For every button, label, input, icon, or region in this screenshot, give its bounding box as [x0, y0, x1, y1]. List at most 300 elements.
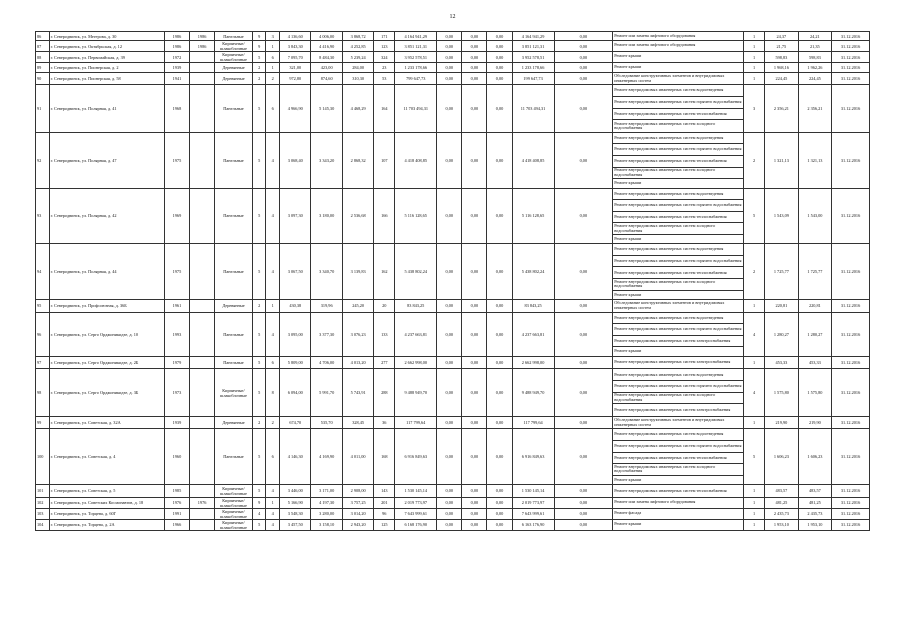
cell-cost-federal: 0,00: [437, 85, 462, 132]
cell-entrances: 6: [266, 52, 280, 63]
cell-cost-other: 0,00: [554, 52, 613, 63]
work-types-cell: [613, 72, 744, 85]
cell-work-count: 2: [744, 244, 765, 300]
cell-cost-federal: 0,00: [437, 519, 462, 530]
cell-year-built: 1941: [164, 72, 189, 85]
cell-cost-other: 0,00: [554, 72, 613, 85]
cell-cost-local: 0,00: [487, 72, 512, 85]
cell-deadline: 31.12.2016: [832, 300, 870, 313]
work-item: Ремонт внутридомовых инженерных систем горячего водоснабжения: [613, 256, 743, 268]
work-item: Ремонт внутридомовых инженерных систем теплоснабжения: [613, 156, 743, 168]
cell-cost-owners: 4 237 663,81: [512, 312, 554, 356]
cell-wall-material: Деревянные: [215, 63, 253, 72]
cell-cost-local: 0,00: [487, 519, 512, 530]
cell-cost-per-m2: 481,25: [765, 497, 799, 508]
work-item: Ремонт внутридомовых инженерных систем электроснабжения: [613, 336, 743, 348]
table-row: [36, 300, 870, 313]
cell-entrances: 1: [266, 300, 280, 313]
cell-wall-material: Кирпичные/ шлакоблочные: [215, 497, 253, 508]
cell-limit-per-m2: 1 953,10: [798, 519, 832, 530]
cell-deadline: 31.12.2016: [832, 369, 870, 416]
work-item: Ремонт внутридомовых инженерных систем теплоснабжения: [614, 487, 727, 493]
cell-cost-owners: 3 952 578,51: [512, 52, 554, 63]
cell-limit-per-m2: 483,57: [798, 485, 832, 498]
cell-year-built: 1976: [164, 497, 189, 508]
cell-cost-federal: 0,00: [437, 132, 462, 188]
work-item: Ремонт внутридомовых инженерных систем горячего водоснабжения: [613, 441, 743, 453]
cell-deadline: 31.12.2016: [832, 497, 870, 508]
cell-cost-local: 0,00: [487, 497, 512, 508]
cell-cost-federal: 0,00: [437, 312, 462, 356]
cell-work-count: 1: [744, 356, 765, 369]
cell-wall-material: Панельные: [215, 32, 253, 41]
cell-row-number: 87: [36, 41, 50, 52]
cell-year-commissioned: 1986: [190, 32, 215, 41]
cell-area-total: 674,70: [280, 416, 311, 429]
cell-year-built: 1975: [164, 132, 189, 188]
cell-residents: 123: [374, 41, 395, 52]
cell-address: г. Северодвинск, ул. Полярная, д. 41: [49, 85, 164, 132]
cell-entrances: 8: [266, 369, 280, 416]
cell-residents: 201: [374, 497, 395, 508]
cell-cost-regional: 0,00: [462, 188, 487, 244]
cell-cost-other: 0,00: [554, 32, 613, 41]
cell-row-number: 95: [36, 300, 50, 313]
cell-year-built: 1993: [164, 312, 189, 356]
cell-cost-local: 0,00: [487, 416, 512, 429]
cell-row-number: 100: [36, 429, 50, 485]
cell-floors: 5: [252, 188, 266, 244]
cell-wall-material: Кирпичные/ шлакоблочные: [215, 369, 253, 416]
cell-wall-material: Кирпичные/ шлакоблочные: [215, 485, 253, 498]
cell-address: г. Северодвинск, ул. Советская, д. 32А: [49, 416, 164, 429]
cell-area-total: 4 146,30: [280, 429, 311, 485]
cell-year-built: 1973: [164, 369, 189, 416]
cell-entrances: 2: [266, 72, 280, 85]
cell-cost-owners: 6 916 849,63: [512, 429, 554, 485]
cell-cost-owners: 5 438 802,24: [512, 244, 554, 300]
cell-area-total: 3 067,50: [280, 244, 311, 300]
cell-cost-regional: 0,00: [462, 369, 487, 416]
cell-address: г. Северодвинск, ул. Серго Орджоникидзе, д. 2Б: [49, 356, 164, 369]
cell-year-built: 1939: [164, 416, 189, 429]
cell-row-number: 94: [36, 244, 50, 300]
cell-residents: 171: [374, 32, 395, 41]
cell-residents: 324: [374, 52, 395, 63]
cell-floors: 9: [252, 32, 266, 41]
cell-work-count: 1: [744, 300, 765, 313]
cell-residents: 143: [374, 485, 395, 498]
cell-row-number: 86: [36, 32, 50, 41]
cell-cost-per-m2: 1 543,09: [765, 188, 799, 244]
cell-cost-federal: 0,00: [437, 32, 462, 41]
work-item: Ремонт внутридомовых инженерных систем горячего водоснабжения: [613, 200, 743, 212]
cell-area-living: 874,60: [311, 72, 342, 85]
cell-area-total: 3 095,00: [280, 312, 311, 356]
cell-cost-total: 3 851 121,31: [395, 41, 437, 52]
cell-cost-regional: 0,00: [462, 429, 487, 485]
cell-year-built: 1966: [164, 519, 189, 530]
cell-cost-total: 1 530 145,14: [395, 485, 437, 498]
work-item: Ремонт фасада: [614, 509, 642, 515]
cell-address: г. Северодвинск, ул. Октябрьская, д. 12: [49, 41, 164, 52]
cell-work-count: 3: [744, 85, 765, 132]
cell-cost-federal: 0,00: [437, 356, 462, 369]
work-types-cell: [613, 312, 744, 356]
cell-area-total: 3 843,30: [280, 41, 311, 52]
cell-floors: 5: [252, 312, 266, 356]
cell-year-commissioned: [190, 85, 215, 132]
cell-cost-owners: 2 662 998,00: [512, 356, 554, 369]
table-row: [36, 369, 870, 416]
cell-cost-federal: 0,00: [437, 63, 462, 72]
cell-work-count: 1: [744, 52, 765, 63]
work-types-cell: [613, 356, 744, 369]
cell-area-living: 423,00: [311, 63, 342, 72]
cell-year-commissioned: [190, 300, 215, 313]
table-row: [36, 416, 870, 429]
cell-cost-owners: 6 163 176,90: [512, 519, 554, 530]
work-item: Ремонт внутридомовых инженерных систем водоотведения: [613, 313, 743, 325]
cell-cost-regional: 0,00: [462, 63, 487, 72]
work-item: Ремонт или замена лифтового оборудования: [614, 42, 696, 48]
cell-cost-total: 117 799,64: [395, 416, 437, 429]
work-item: Ремонт внутридомовых инженерных систем теплоснабжения: [613, 267, 743, 279]
cell-entrances: 2: [266, 416, 280, 429]
cell-entrances: 4: [266, 485, 280, 498]
cell-work-count: 4: [744, 369, 765, 416]
cell-cost-federal: 0,00: [437, 508, 462, 519]
table-row: [36, 63, 870, 72]
cell-cost-total: 6 916 849,63: [395, 429, 437, 485]
cell-row-number: 103: [36, 508, 50, 519]
cell-wall-material: Панельные: [215, 356, 253, 369]
cell-floors: 4: [252, 508, 266, 519]
cell-year-built: 1961: [164, 300, 189, 313]
cell-area-living: 3 180,00: [311, 188, 342, 244]
cell-cost-federal: 0,00: [437, 244, 462, 300]
work-types-cell: [613, 244, 744, 300]
work-item: Ремонт или замена лифтового оборудования: [614, 32, 696, 38]
cell-cost-per-m2: 21,75: [765, 41, 799, 52]
work-item: Ремонт внутридомовых инженерных систем электроснабжения: [614, 359, 731, 365]
cell-cost-owners: 3 851 121,31: [512, 41, 554, 52]
cell-area-living: 4 197,30: [311, 497, 342, 508]
cell-cost-per-m2: 1 280,27: [765, 312, 799, 356]
cell-year-commissioned: [190, 508, 215, 519]
cell-entrances: 4: [266, 508, 280, 519]
work-types-cell: [613, 300, 744, 313]
cell-floors: 2: [252, 72, 266, 85]
cell-cost-other: 0,00: [554, 485, 613, 498]
work-item: Ремонт внутридомовых инженерных систем водоотведения: [613, 85, 743, 97]
cell-area-living: 3 340,70: [311, 244, 342, 300]
cell-deadline: 31.12.2016: [832, 244, 870, 300]
cell-area-total: 6 094,00: [280, 369, 311, 416]
cell-year-commissioned: [190, 63, 215, 72]
cell-cost-per-m2: 24,37: [765, 32, 799, 41]
cell-deadline: 31.12.2016: [832, 416, 870, 429]
work-item: Ремонт крыши: [614, 180, 642, 186]
cell-cost-local: 0,00: [487, 132, 512, 188]
cell-deadline: 31.12.2016: [832, 356, 870, 369]
cell-cost-owners: 9 488 949,70: [512, 369, 554, 416]
cell-area-other: 310,30: [342, 72, 373, 85]
table-row: [36, 485, 870, 498]
cell-cost-total: 2 662 998,00: [395, 356, 437, 369]
cell-address: г. Северодвинск, ул. Мегерова, д. 30: [49, 32, 164, 41]
cell-area-living: 4 006,00: [311, 32, 342, 41]
cell-cost-owners: 1 530 145,14: [512, 485, 554, 498]
table-row: [36, 188, 870, 244]
cell-cost-local: 0,00: [487, 41, 512, 52]
work-item: Ремонт внутридомовых инженерных систем холодного водоснабжения: [613, 393, 743, 405]
cell-cost-regional: 0,00: [462, 312, 487, 356]
cell-limit-per-m2: 453,33: [798, 356, 832, 369]
cell-cost-owners: 2 019 773,97: [512, 497, 554, 508]
cell-year-built: 1975: [164, 244, 189, 300]
cell-cost-per-m2: 2 356,21: [765, 85, 799, 132]
cell-cost-other: 0,00: [554, 41, 613, 52]
cell-area-other: 3 014,20: [342, 508, 373, 519]
cell-work-count: 1: [744, 41, 765, 52]
cell-wall-material: Деревянные: [215, 300, 253, 313]
cell-cost-federal: 0,00: [437, 300, 462, 313]
cell-cost-total: 9 488 949,70: [395, 369, 437, 416]
cell-cost-other: 0,00: [554, 508, 613, 519]
work-types-cell: [613, 508, 744, 519]
cell-area-other: 5 239,24: [342, 52, 373, 63]
cell-address: г. Северодвинск, ул. Профсоюзная, д. 36Б: [49, 300, 164, 313]
work-item: Обследование конструктивных элементов и внутридомовых инженерных систем: [614, 417, 725, 427]
cell-cost-regional: 0,00: [462, 132, 487, 188]
cell-year-built: 1985: [164, 485, 189, 498]
cell-work-count: 1: [744, 508, 765, 519]
cell-area-other: 2 536,68: [342, 188, 373, 244]
cell-wall-material: Панельные: [215, 429, 253, 485]
cell-floors: 5: [252, 52, 266, 63]
work-item: Ремонт крыши: [614, 476, 642, 482]
cell-area-other: 5 743,91: [342, 369, 373, 416]
cell-year-commissioned: [190, 429, 215, 485]
cell-residents: 277: [374, 356, 395, 369]
cell-area-living: 5 991,70: [311, 369, 342, 416]
cell-cost-per-m2: 1 725,77: [765, 244, 799, 300]
cell-floors: 5: [252, 132, 266, 188]
cell-wall-material: Кирпичные/ шлакоблочные: [215, 508, 253, 519]
work-item: Ремонт внутридомовых инженерных систем теплоснабжения: [613, 109, 743, 121]
cell-year-built: 1986: [164, 32, 189, 41]
cell-year-commissioned: [190, 132, 215, 188]
cell-cost-federal: 0,00: [437, 188, 462, 244]
cell-residents: 164: [374, 85, 395, 132]
cell-floors: 5: [252, 485, 266, 498]
table-row: [36, 312, 870, 356]
cell-limit-per-m2: 481,25: [798, 497, 832, 508]
work-item: Ремонт внутридомовых инженерных систем водоотведения: [613, 244, 743, 256]
cell-address: г. Северодвинск, ул. Серго Орджоникидзе, д. 3Б: [49, 369, 164, 416]
table-row: [36, 497, 870, 508]
cell-year-commissioned: [190, 312, 215, 356]
cell-work-count: 1: [744, 32, 765, 41]
cell-cost-local: 0,00: [487, 63, 512, 72]
work-item: Ремонт внутридомовых инженерных систем электроснабжения: [614, 406, 731, 412]
cell-address: г. Северодвинск, ул. Полярная, д. 47: [49, 132, 164, 188]
work-item: Ремонт крыши: [614, 520, 642, 526]
cell-entrances: 1: [266, 41, 280, 52]
cell-area-other: 4 013,20: [342, 356, 373, 369]
cell-floors: 5: [252, 85, 266, 132]
cell-entrances: 4: [266, 312, 280, 356]
cell-cost-other: 0,00: [554, 132, 613, 188]
cell-deadline: 31.12.2016: [832, 508, 870, 519]
cell-row-number: 98: [36, 369, 50, 416]
cell-residents: 125: [374, 519, 395, 530]
table-body: [36, 32, 870, 531]
cell-cost-local: 0,00: [487, 508, 512, 519]
work-item: Ремонт внутридомовых инженерных систем холодного водоснабжения: [614, 120, 716, 130]
cell-address: г. Северодвинск, ул. Торцева, д. 2А: [49, 519, 164, 530]
cell-area-other: 3 076,23: [342, 312, 373, 356]
work-item: Ремонт крыши: [614, 348, 642, 354]
cell-cost-owners: 7 643 999,61: [512, 508, 554, 519]
work-types-cell: [613, 132, 744, 188]
cell-work-count: 4: [744, 312, 765, 356]
cell-cost-local: 0,00: [487, 52, 512, 63]
work-types-cell: [613, 41, 744, 52]
cell-area-other: 3 868,72: [342, 32, 373, 41]
table-row: [36, 132, 870, 188]
capital-repair-table-sheet: [35, 31, 870, 531]
cell-row-number: 96: [36, 312, 50, 356]
cell-deadline: 31.12.2016: [832, 85, 870, 132]
work-types-cell: [613, 369, 744, 416]
cell-cost-owners: 83 843,25: [512, 300, 554, 313]
cell-cost-total: 6 168 176,90: [395, 519, 437, 530]
cell-year-built: 1979: [164, 356, 189, 369]
work-types-cell: [613, 52, 744, 63]
cell-cost-per-m2: 1 606,23: [765, 429, 799, 485]
cell-cost-per-m2: 2 435,73: [765, 508, 799, 519]
cell-area-other: 4 252,85: [342, 41, 373, 52]
cell-deadline: 31.12.2016: [832, 132, 870, 188]
cell-year-commissioned: [190, 485, 215, 498]
cell-floors: 2: [252, 416, 266, 429]
cell-year-commissioned: [190, 188, 215, 244]
cell-area-other: 2 943,20: [342, 519, 373, 530]
cell-floors: 5: [252, 244, 266, 300]
work-types-cell: [613, 32, 744, 41]
cell-cost-total: 4 164 941,29: [395, 32, 437, 41]
cell-wall-material: Кирпичные/ шлакоблочные: [215, 519, 253, 530]
work-item: Ремонт внутридомовых инженерных систем холодного водоснабжения: [613, 223, 743, 235]
cell-work-count: 5: [744, 429, 765, 485]
cell-area-total: 5 809,00: [280, 356, 311, 369]
work-item: Ремонт внутридомовых инженерных систем водоотведения: [613, 429, 743, 441]
cell-cost-local: 0,00: [487, 188, 512, 244]
cell-area-total: 3 457,50: [280, 519, 311, 530]
work-types-cell: [613, 188, 744, 244]
cell-address: г. Северодвинск, ул. Торцева, д. 60Г: [49, 508, 164, 519]
cell-work-count: 1: [744, 485, 765, 498]
cell-cost-other: 0,00: [554, 416, 613, 429]
cell-cost-total: 5 438 802,24: [395, 244, 437, 300]
work-types-cell: [613, 485, 744, 498]
cell-cost-local: 0,00: [487, 356, 512, 369]
cell-entrances: 1: [266, 63, 280, 72]
cell-address: г. Северодвинск, ул. Полярная, д. 44: [49, 244, 164, 300]
cell-cost-other: 0,00: [554, 188, 613, 244]
cell-work-count: 1: [744, 72, 765, 85]
cell-residents: 53: [374, 72, 395, 85]
table-row: [36, 32, 870, 41]
cell-floors: 5: [252, 356, 266, 369]
work-item: Ремонт внутридомовых инженерных систем горячего водоснабжения: [613, 381, 743, 393]
cell-limit-per-m2: 2 435,73: [798, 508, 832, 519]
cell-cost-local: 0,00: [487, 244, 512, 300]
cell-address: г. Северодвинск, ул. Первомайская, д. 39: [49, 52, 164, 63]
cell-year-commissioned: [190, 369, 215, 416]
work-item: Ремонт внутридомовых инженерных систем горячего водоснабжения: [613, 324, 743, 336]
cell-area-total: 3 446,00: [280, 485, 311, 498]
cell-entrances: 4: [266, 188, 280, 244]
cell-cost-total: 4 418 408,85: [395, 132, 437, 188]
cell-floors: 5: [252, 519, 266, 530]
cell-cost-per-m2: 1 321,13: [765, 132, 799, 188]
work-item: Ремонт внутридомовых инженерных систем водоотведения: [613, 133, 743, 145]
cell-cost-regional: 0,00: [462, 356, 487, 369]
cell-year-commissioned: [190, 356, 215, 369]
cell-cost-total: 7 643 999,61: [395, 508, 437, 519]
cell-address: г. Северодвинск, ул. Пионерская, д. 2: [49, 63, 164, 72]
cell-wall-material: Кирпичные/ шлакоблочные: [215, 52, 253, 63]
cell-area-living: 3 280,00: [311, 508, 342, 519]
cell-cost-regional: 0,00: [462, 519, 487, 530]
work-item: Обследование конструктивных элементов и внутридомовых инженерных систем: [614, 300, 725, 310]
work-item: Ремонт внутридомовых инженерных систем теплоснабжения: [613, 212, 743, 224]
page-number: 12: [449, 14, 456, 20]
cell-limit-per-m2: 21,35: [798, 41, 832, 52]
cell-year-built: 1939: [164, 63, 189, 72]
cell-residents: 23: [374, 63, 395, 72]
work-item: Ремонт внутридомовых инженерных систем холодного водоснабжения: [613, 279, 743, 291]
cell-residents: 166: [374, 188, 395, 244]
cell-area-living: 3 343,20: [311, 132, 342, 188]
cell-row-number: 99: [36, 416, 50, 429]
cell-year-built: 1991: [164, 508, 189, 519]
cell-cost-per-m2: 219,90: [765, 416, 799, 429]
cell-area-other: 3 757,25: [342, 497, 373, 508]
cell-cost-total: 2 019 773,97: [395, 497, 437, 508]
cell-area-total: 3 548,30: [280, 508, 311, 519]
cell-area-total: 7 095,70: [280, 52, 311, 63]
cell-deadline: 31.12.2016: [832, 188, 870, 244]
cell-cost-owners: 11 703 494,31: [512, 85, 554, 132]
cell-area-total: 4 966,90: [280, 85, 311, 132]
cell-cost-regional: 0,00: [462, 85, 487, 132]
cell-cost-federal: 0,00: [437, 497, 462, 508]
cell-work-count: 1: [744, 497, 765, 508]
cell-floors: 9: [252, 41, 266, 52]
cell-entrances: 6: [266, 429, 280, 485]
cell-area-other: 2 908,00: [342, 485, 373, 498]
cell-area-total: 972,80: [280, 72, 311, 85]
cell-wall-material: Кирпичные/ шлакоблочные: [215, 41, 253, 52]
cell-area-living: 4 169,90: [311, 429, 342, 485]
cell-cost-federal: 0,00: [437, 416, 462, 429]
work-item: Ремонт или замена лифтового оборудования: [614, 498, 696, 504]
table-row: [36, 519, 870, 530]
